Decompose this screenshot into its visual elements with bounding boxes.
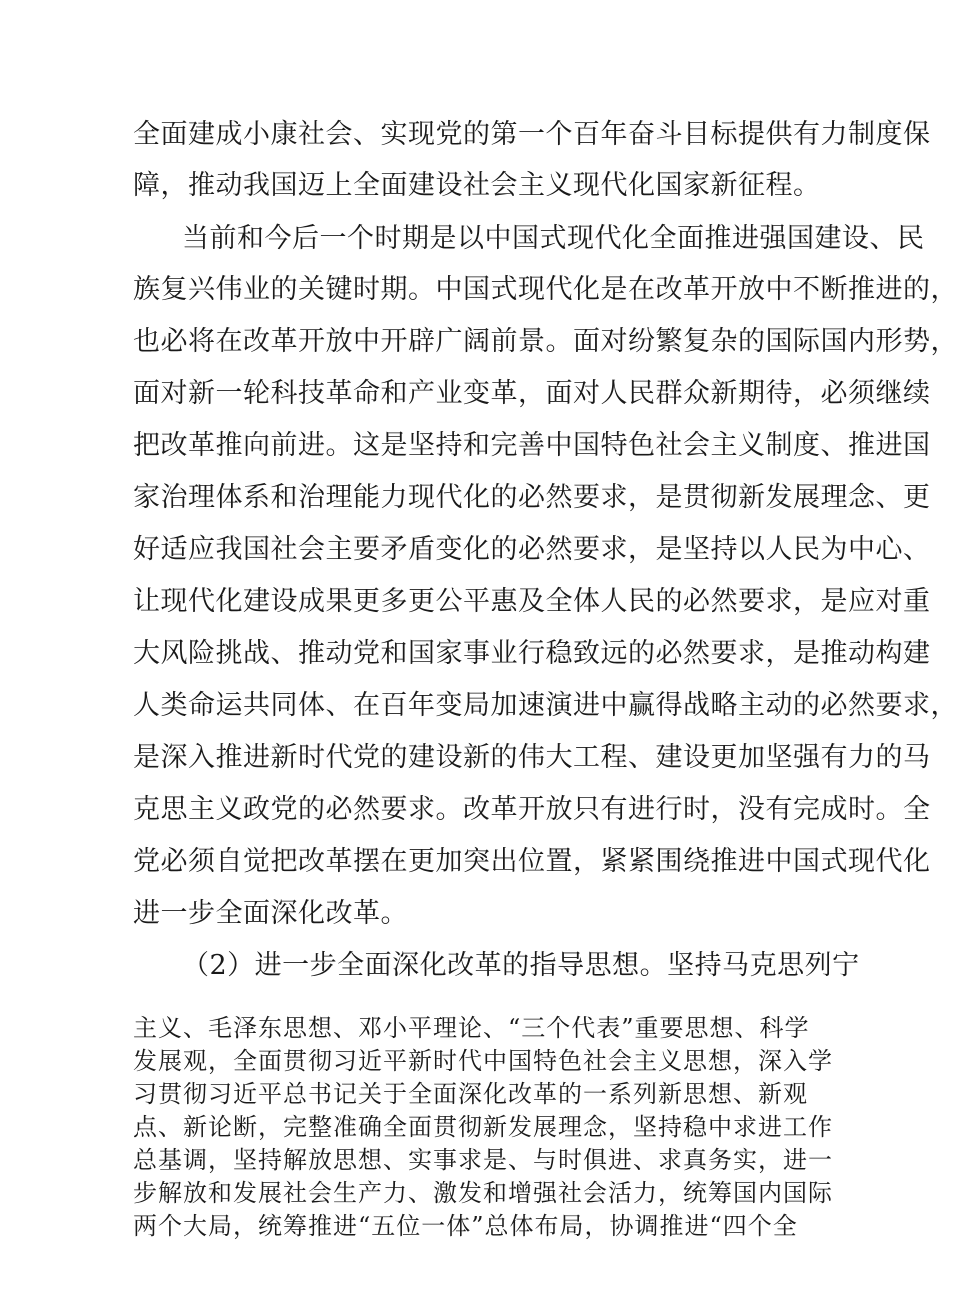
paragraph-line: 大风险挑战、推动党和国家事业行稳致远的必然要求，是推动构建 xyxy=(133,638,931,669)
paragraph-line: 进一步全面深化改革。 xyxy=(133,898,408,929)
paragraph-line: 族复兴伟业的关键时期。中国式现代化是在改革开放中不断推进的， xyxy=(133,274,958,305)
paragraph-line: 两个大局，统筹推进“五位一体”总体布局，协调推进“四个全 xyxy=(133,1212,798,1240)
paragraph-line: 发展观，全面贯彻习近平新时代中国特色社会主义思想，深入学 xyxy=(133,1047,833,1075)
paragraph-line: 党必须自觉把改革摆在更加突出位置，紧紧围绕推进中国式现代化 xyxy=(133,846,931,877)
paragraph-line: 好适应我国社会主要矛盾变化的必然要求，是坚持以人民为中心、 xyxy=(133,534,931,565)
paragraph-line: 让现代化建设成果更多更公平惠及全体人民的必然要求，是应对重 xyxy=(133,586,931,617)
section-heading: （2）进一步全面深化改革的指导思想。坚持马克思列宁 xyxy=(182,950,860,981)
paragraph-line: 习贯彻习近平总书记关于全面深化改革的一系列新思想、新观 xyxy=(133,1080,808,1108)
paragraph-line: 总基调，坚持解放思想、实事求是、与时俱进、求真务实，进一 xyxy=(133,1146,833,1174)
paragraph-line: 点、新论断，完整准确全面贯彻新发展理念，坚持稳中求进工作 xyxy=(133,1113,833,1141)
paragraph-line: 当前和今后一个时期是以中国式现代化全面推进强国建设、民 xyxy=(182,223,925,254)
paragraph-line: 把改革推向前进。这是坚持和完善中国特色社会主义制度、推进国 xyxy=(133,430,931,461)
paragraph-line: 家治理体系和治理能力现代化的必然要求，是贯彻新发展理念、更 xyxy=(133,482,931,513)
paragraph-line: 障，推动我国迈上全面建设社会主义现代化国家新征程。 xyxy=(133,170,821,201)
paragraph-line: 主义、毛泽东思想、邓小平理论、“三个代表”重要思想、科学 xyxy=(133,1014,810,1042)
paragraph-line: 也必将在改革开放中开辟广阔前景。面对纷繁复杂的国际国内形势， xyxy=(133,326,958,357)
paragraph-line: 人类命运共同体、在百年变局加速演进中赢得战略主动的必然要求， xyxy=(133,690,958,721)
paragraph-line: 克思主义政党的必然要求。改革开放只有进行时，没有完成时。全 xyxy=(133,794,931,825)
paragraph-line: 步解放和发展社会生产力、激发和增强社会活力，统筹国内国际 xyxy=(133,1179,833,1207)
paragraph-line: 面对新一轮科技革命和产业变革，面对人民群众新期待，必须继续 xyxy=(133,378,931,409)
paragraph-line: 是深入推进新时代党的建设新的伟大工程、建设更加坚强有力的马 xyxy=(133,742,931,773)
paragraph-line: 全面建成小康社会、实现党的第一个百年奋斗目标提供有力制度保 xyxy=(133,119,931,150)
